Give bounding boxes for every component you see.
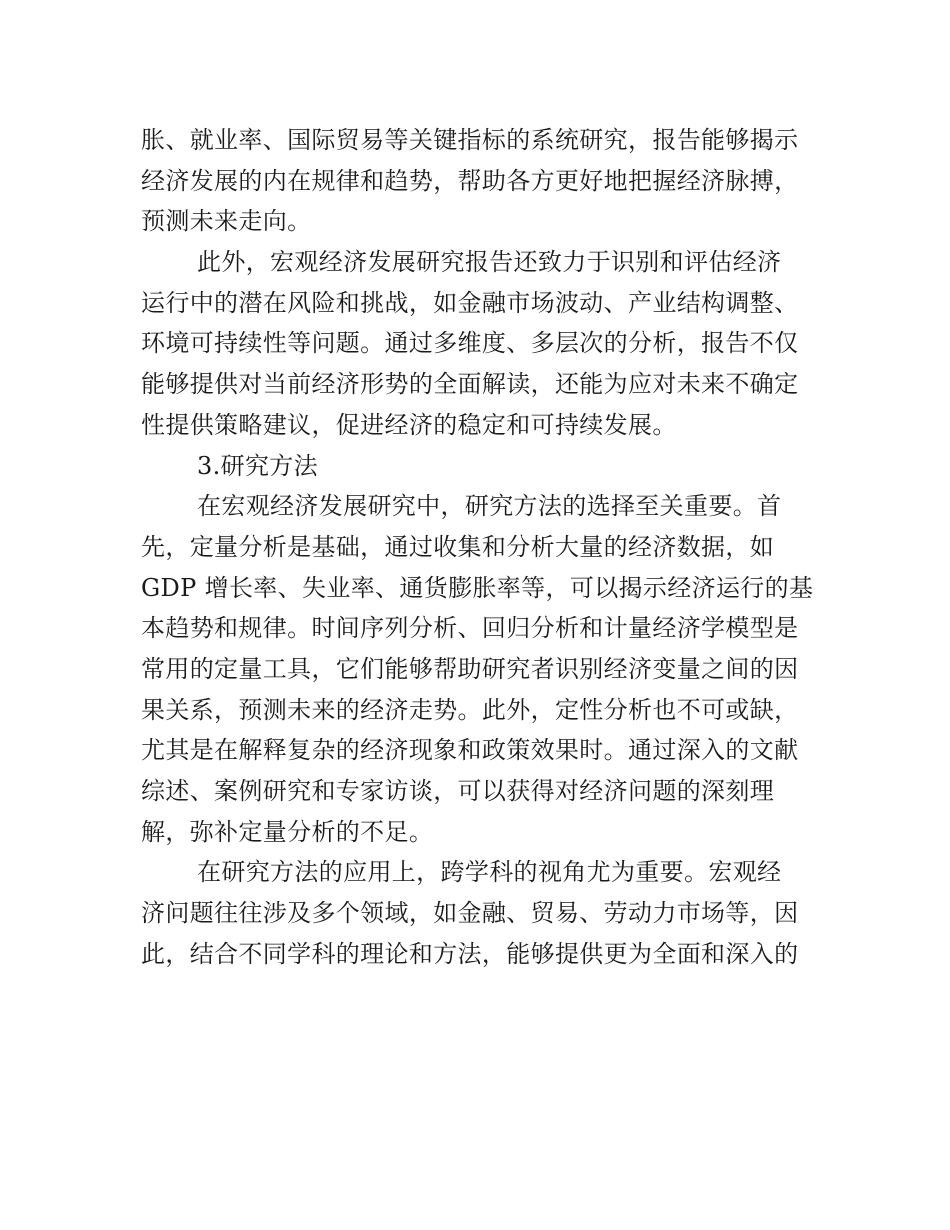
text-line: 胀、就业率、国际贸易等关键指标的系统研究，报告能够揭示 bbox=[141, 126, 799, 154]
text-line: 在研究方法的应用上，跨学科的视角尤为重要。宏观经 bbox=[197, 858, 782, 887]
text-line: 3.研究方法 bbox=[197, 451, 318, 480]
text-line: 本趋势和规律。时间序列分析、回归分析和计量经济学模型是 bbox=[141, 614, 799, 643]
text-line: 环境可持续性等问题。通过多维度、多层次的分析，报告不仅 bbox=[141, 329, 799, 358]
text-line: 解，弥补定量分析的不足。 bbox=[141, 817, 434, 846]
text-line: GDP 增长率、失业率、通货膨胀率等，可以揭示经济运行的基 bbox=[141, 573, 814, 602]
text-line: 性提供策略建议，促进经济的稳定和可持续发展。 bbox=[141, 410, 677, 439]
text-line: 预测未来走向。 bbox=[141, 207, 312, 236]
text-line: 常用的定量工具，它们能够帮助研究者识别经济变量之间的因 bbox=[141, 654, 799, 683]
text-line: 运行中的潜在风险和挑战，如金融市场波动、产业结构调整、 bbox=[141, 288, 799, 317]
text-line: 在宏观经济发展研究中，研究方法的选择至关重要。首 bbox=[197, 492, 782, 521]
text-line: 尤其是在解释复杂的经济现象和政策效果时。通过深入的文献 bbox=[141, 736, 799, 765]
text-line: 果关系，预测未来的经济走势。此外，定性分析也不可或缺， bbox=[141, 695, 799, 724]
text-line: 经济发展的内在规律和趋势，帮助各方更好地把握经济脉搏， bbox=[141, 166, 799, 195]
text-line: 此外，宏观经济发展研究报告还致力于识别和评估经济 bbox=[197, 248, 782, 277]
document-body bbox=[141, 120, 816, 974]
text-line: 先，定量分析是基础，通过收集和分析大量的经济数据，如 bbox=[141, 532, 775, 561]
text-line: 此，结合不同学科的理论和方法，能够提供更为全面和深入的 bbox=[141, 939, 799, 968]
text-line: 能够提供对当前经济形势的全面解读，还能为应对未来不确定 bbox=[141, 370, 799, 399]
text-line: 综述、案例研究和专家访谈，可以获得对经济问题的深刻理 bbox=[141, 777, 775, 805]
text-line: 济问题往往涉及多个领域，如金融、贸易、劳动力市场等，因 bbox=[141, 899, 799, 928]
